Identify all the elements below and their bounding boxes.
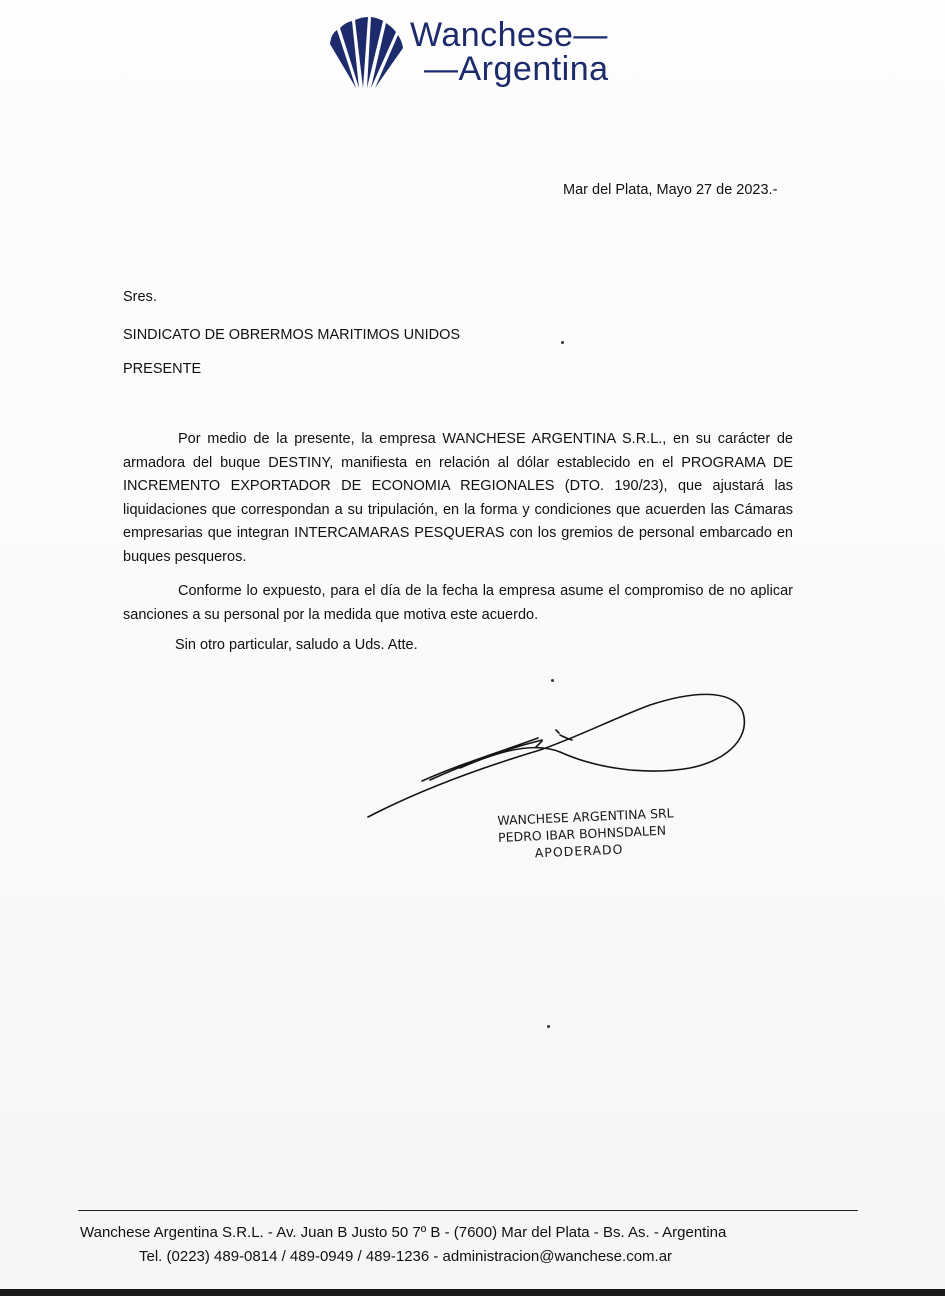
presente-label: PRESENTE	[123, 361, 202, 377]
scan-speck	[547, 1025, 550, 1028]
scan-speck	[551, 679, 554, 682]
scan-speck	[561, 341, 564, 344]
body-paragraph-1: Por medio de la presente, la empresa WANCHESE ARGENTINA S.R.L., en su carácter de armadora del buque DESTINY, manifiesta en relación al dólar establecido en el PROGRAMA DE INCREMENTO EXPORTADOR DE ECONOMIA REGIONALES (DTO. 190/23), que ajustará las liquidaciones que correspondan a su tripulación, en la forma y condiciones que acuerden las Cámaras empresarias que integran INTERCAMARAS PESQUERAS con los gremios de personal embarcado en buques pesqueros.	[123, 431, 793, 565]
stamp-title: APODERADO	[534, 841, 624, 861]
footer-address: Wanchese Argentina S.R.L. - Av. Juan B Justo 50 7º B - (7600) Mar del Plata - Bs. As. - Argentina	[80, 1224, 727, 1241]
scallop-shell-icon	[326, 14, 410, 90]
letter-date: Mar del Plata, Mayo 27 de 2023.-	[563, 182, 778, 198]
closing-line: Sin otro particular, saludo a Uds. Atte.	[175, 637, 418, 653]
brand-name-line1: Wanchese—	[410, 16, 608, 54]
salutation: Sres.	[123, 289, 157, 305]
scan-bottom-edge	[0, 1289, 945, 1296]
body-paragraph-2: Conforme lo expuesto, para el día de la fecha la empresa asume el compromiso de no aplicar sanciones a su personal por la medida que motiva este acuerdo.	[123, 583, 793, 623]
stamp-company: WANCHESE ARGENTINA SRL	[497, 805, 674, 828]
brand-name-line2: —Argentina	[424, 50, 609, 88]
footer-contact: Tel. (0223) 489-0814 / 489-0949 / 489-1236 - administracion@wanchese.com.ar	[139, 1248, 673, 1265]
company-logo	[326, 14, 626, 94]
stamp-name: PEDRO IBAR BOHNSDALEN	[497, 822, 667, 845]
signature-stamp	[497, 804, 675, 863]
recipient-organization: SINDICATO DE OBRERMOS MARITIMOS UNIDOS	[123, 327, 461, 343]
handwritten-signature	[360, 680, 760, 820]
footer-divider	[78, 1210, 858, 1211]
